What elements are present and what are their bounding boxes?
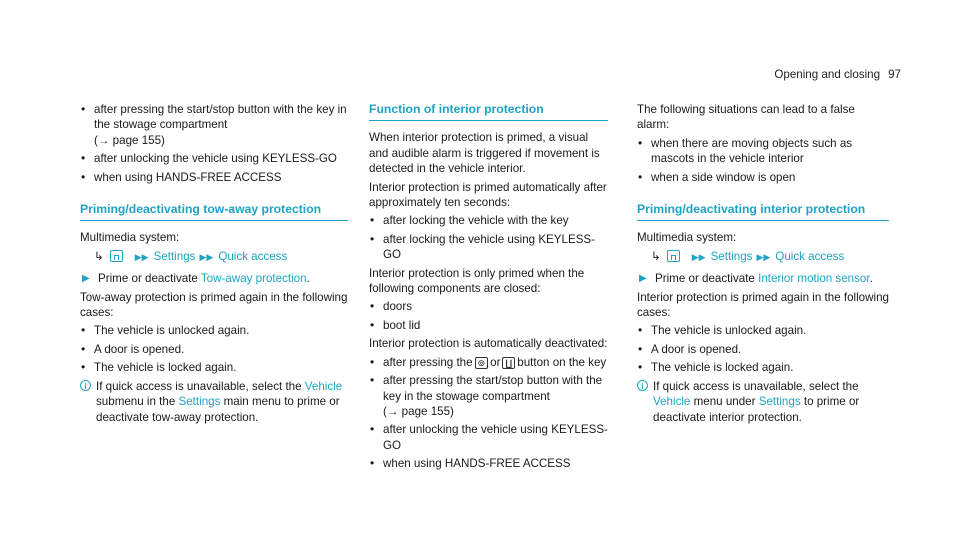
closed-list (369, 299, 608, 333)
vehicle-link[interactable]: Vehicle (304, 379, 343, 393)
column-3 (637, 102, 889, 428)
cases-list (80, 323, 348, 375)
return-arrow-icon: ↳ (94, 249, 104, 263)
list-item: • after unlocking the vehicle using KEYLESS-GO (80, 151, 348, 166)
list-item: • after unlocking the vehicle using KEYLESS-GO (369, 422, 608, 453)
top-list (80, 102, 348, 185)
menu-quick-access[interactable]: Quick access (218, 249, 288, 263)
instruction-step: ▶ Prime or deactivate Interior motion sensor. (639, 272, 873, 286)
list-item: • The vehicle is unlocked again. (637, 323, 889, 338)
body-text: The following situations can lead to a false alarm: (637, 103, 855, 132)
settings-link[interactable]: Settings (178, 395, 221, 409)
cases-list (637, 323, 889, 375)
page-number: 97 (888, 68, 901, 81)
list-item: • when a side window is open (637, 170, 889, 185)
boot-lid-button-icon: ∐ (502, 357, 515, 369)
home-icon[interactable] (667, 250, 680, 262)
play-icon: ▶ (639, 273, 647, 285)
page-reference[interactable]: (→ page 155) (383, 404, 454, 418)
section-title: Opening and closing (774, 68, 881, 81)
list-item: • after pressing the start/stop button with the key in the stowage compartment (→ page 155) (80, 102, 348, 148)
body-text: Interior protection is only primed when the following components are closed: (369, 266, 585, 296)
body-text: Interior protection is primed automatically after approximately ten seconds: (369, 180, 607, 210)
list-item: • when using HANDS-FREE ACCESS (80, 170, 348, 185)
settings-link[interactable]: Settings (758, 395, 801, 409)
info-icon: i (637, 380, 648, 391)
double-chevron-icon: ▶▶ (691, 251, 706, 262)
play-icon: ▶ (82, 273, 90, 285)
list-item: • after pressing the ⊚ or ∐ button on the key (369, 355, 608, 370)
menu-settings[interactable]: Settings (710, 249, 753, 263)
body-text: When interior protection is primed, a visual and audible alarm is triggered if movement is detected in the vehicle interior. (369, 131, 600, 176)
list-item: • A door is opened. (80, 342, 348, 357)
running-header (774, 67, 901, 82)
list-item: • boot lid (369, 318, 608, 333)
page-reference[interactable]: (→ page 155) (94, 133, 165, 147)
body-text: Interior protection is primed again in the following cases: (637, 290, 889, 320)
list-item: • after pressing the start/stop button with the key in the stowage compartment (→ page 155) (369, 373, 608, 419)
note: i If quick access is unavailable, select the Vehicle menu under Settings to prime or deactivate interior protection. (637, 379, 889, 425)
interior-motion-sensor-link[interactable]: Interior motion sensor (758, 272, 870, 286)
home-icon[interactable] (110, 250, 123, 262)
return-arrow-icon: ↳ (651, 249, 661, 263)
false-alarm-list (637, 136, 889, 185)
double-chevron-icon: ▶▶ (199, 251, 214, 262)
note: i If quick access is unavailable, select the Vehicle submenu in the Settings main menu to prime or deactivate tow-away protection. (80, 379, 348, 425)
section-heading: Function of interior protection (369, 102, 608, 121)
system-label: Multimedia system: (80, 231, 180, 245)
list-item: • when using HANDS-FREE ACCESS (369, 456, 608, 471)
info-icon: i (80, 380, 91, 391)
list-item: • doors (369, 299, 608, 314)
menu-settings[interactable]: Settings (153, 249, 196, 263)
deactivation-list (369, 355, 608, 472)
section-heading: Priming/deactivating tow-away protection (80, 202, 348, 221)
double-chevron-icon: ▶▶ (756, 251, 771, 262)
system-label: Multimedia system: (637, 231, 737, 245)
menu-quick-access[interactable]: Quick access (775, 249, 845, 263)
instruction-step: ▶ Prime or deactivate Tow-away protection. (82, 272, 310, 286)
menu-path (651, 249, 889, 265)
list-item: • The vehicle is locked again. (80, 360, 348, 375)
list-item: • The vehicle is unlocked again. (80, 323, 348, 338)
list-item: • after locking the vehicle using KEYLESS-GO (369, 232, 608, 263)
list-item: • A door is opened. (637, 342, 889, 357)
body-text: Interior protection is automatically deactivated: (369, 337, 608, 351)
vehicle-link[interactable]: Vehicle (653, 395, 691, 409)
menu-path (94, 249, 348, 265)
auto-list (369, 213, 608, 262)
lock-button-icon: ⊚ (475, 357, 489, 369)
section-heading: Priming/deactivating interior protection (637, 202, 889, 221)
column-2 (369, 102, 608, 475)
list-item: • when there are moving objects such as mascots in the vehicle interior (637, 136, 889, 167)
double-chevron-icon: ▶▶ (134, 251, 149, 262)
tow-away-protection-link[interactable]: Tow-away protection (200, 272, 307, 286)
body-text: Tow-away protection is primed again in the following cases: (80, 290, 348, 320)
column-1 (80, 102, 348, 428)
list-item: • after locking the vehicle with the key (369, 213, 608, 228)
list-item: • The vehicle is locked again. (637, 360, 889, 375)
